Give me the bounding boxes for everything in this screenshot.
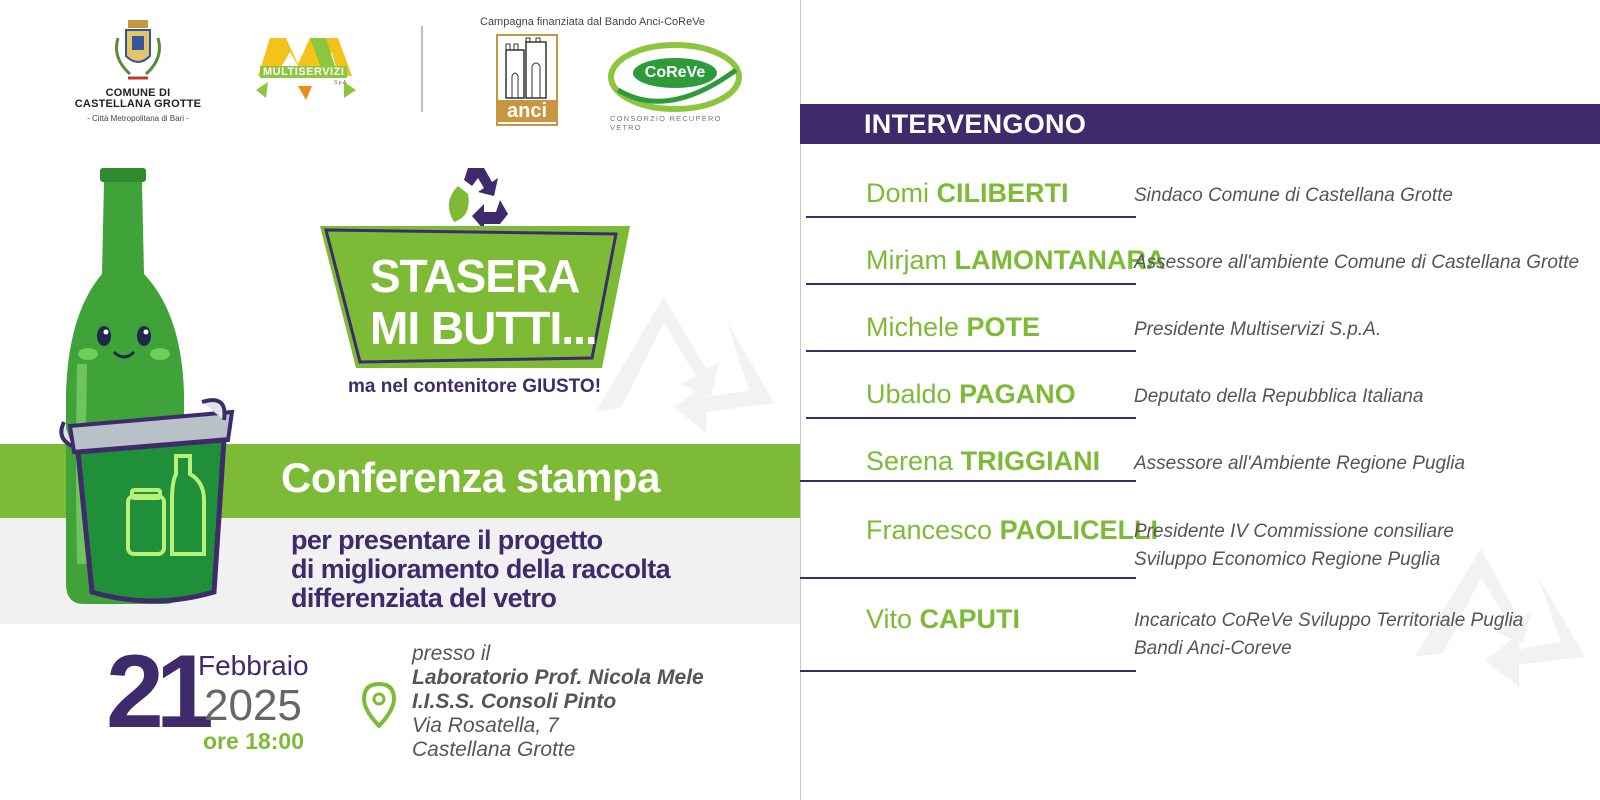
- speaker-first-name: Domi: [866, 178, 937, 208]
- speaker-role-line: Bandi Anci-Coreve: [1134, 638, 1292, 659]
- conference-subtitle: [291, 526, 751, 613]
- speaker-last-name: LAMONTANARA: [954, 245, 1166, 275]
- multiservizi-sub: S.p.A.: [334, 80, 348, 86]
- multiservizi-wordmark: MULTISERVIZI: [260, 66, 347, 78]
- speaker-last-name: CAPUTI: [919, 604, 1021, 634]
- multiservizi-logo: [252, 32, 364, 102]
- speaker-role-line: Presidente IV Commissione consiliare: [1134, 521, 1454, 542]
- speaker-last-name: TRIGGIANI: [960, 446, 1101, 476]
- speaker-name: [866, 603, 1020, 635]
- event-year: 2025: [204, 681, 302, 730]
- title-line1: STASERA: [370, 250, 580, 302]
- title-line2: MI BUTTI...: [370, 302, 597, 354]
- speaker-role: Sindaco Comune di Castellana Grotte: [1134, 185, 1453, 206]
- speaker-last-name: POTE: [966, 312, 1041, 342]
- venue-street: Via Rosatella, 7: [412, 714, 559, 737]
- conference-subtitle-line: differenziata del vetro: [291, 583, 557, 613]
- venue-block: [412, 642, 704, 762]
- speaker-divider: [800, 480, 1136, 482]
- recycle-icon: [438, 162, 514, 228]
- venue-name-2: I.I.S.S. Consoli Pinto: [412, 690, 617, 713]
- conference-subtitle-line: per presentare il progetto: [291, 525, 603, 555]
- coat-of-arms-icon: [110, 18, 166, 86]
- speaker-first-name: Vito: [866, 604, 920, 634]
- speaker-last-name: PAGANO: [959, 379, 1076, 409]
- speaker-last-name: PAOLICELLI: [999, 515, 1159, 545]
- speaker-name: [866, 445, 1100, 477]
- speaker-name: [866, 244, 1165, 276]
- speaker-role: [1134, 518, 1454, 574]
- speaker-divider: [800, 577, 1136, 579]
- speaker-divider: [806, 216, 1136, 218]
- coreve-logo: [608, 40, 742, 132]
- speaker-last-name: CILIBERTI: [936, 178, 1069, 208]
- speaker-first-name: Mirjam: [866, 245, 955, 275]
- speaker-name: [866, 514, 1158, 546]
- title-sign: [320, 226, 630, 368]
- speaker-name: [866, 311, 1040, 343]
- speaker-first-name: Michele: [866, 312, 967, 342]
- speaker-first-name: Ubaldo: [866, 379, 960, 409]
- anci-wordmark: anci: [498, 100, 556, 122]
- coreve-subtitle: CONSORZIO RECUPERO VETRO: [610, 114, 722, 132]
- tagline-emphasis: GIUSTO!: [522, 376, 602, 397]
- conference-subtitle-line: di miglioramento della raccolta: [291, 554, 671, 584]
- venue-intro: presso il: [412, 642, 491, 665]
- speaker-name: [866, 177, 1069, 209]
- funding-note: Campagna finanziata dal Bando Anci-CoReVe: [480, 16, 706, 28]
- comune-name-line1: COMUNE DI: [105, 87, 171, 99]
- anci-tower-icon: [498, 36, 556, 102]
- location-pin-icon: [362, 682, 396, 728]
- event-day: 21: [106, 634, 206, 750]
- comune-subtitle: - Città Metropolitana di Bari -: [87, 114, 189, 123]
- event-time: ore 18:00: [203, 728, 305, 754]
- venue-name-1: Laboratorio Prof. Nicola Mele: [412, 666, 704, 689]
- glass-bin-icon: [122, 452, 212, 562]
- speaker-role: Deputato della Repubblica Italiana: [1134, 386, 1424, 407]
- speaker-divider: [806, 417, 1136, 419]
- speaker-role-line: Incaricato CoReVe Sviluppo Territoriale Puglia: [1134, 610, 1524, 631]
- venue-city: Castellana Grotte: [412, 738, 576, 761]
- speakers-header: INTERVENGONO: [864, 109, 1087, 139]
- anci-logo: [496, 34, 558, 126]
- comune-logo: [68, 18, 208, 128]
- logo-divider: [421, 26, 423, 112]
- speaker-first-name: Francesco: [866, 515, 1000, 545]
- speaker-first-name: Serena: [866, 446, 961, 476]
- conference-title: Conferenza stampa: [281, 454, 660, 501]
- comune-name-line2: CASTELLANA GROTTE: [74, 98, 202, 110]
- tagline: [348, 376, 601, 398]
- speaker-role: Presidente Multiservizi S.p.A.: [1134, 319, 1382, 340]
- speaker-role: Assessore all'ambiente Comune di Castellana Grotte: [1134, 252, 1580, 273]
- coreve-wordmark: CoReVe: [633, 58, 717, 88]
- speaker-divider: [806, 283, 1136, 285]
- speaker-divider: [800, 670, 1136, 672]
- speaker-role: Assessore all'Ambiente Regione Puglia: [1134, 453, 1466, 474]
- tagline-prefix: ma nel contenitore: [348, 376, 523, 397]
- event-month: Febbraio: [198, 650, 309, 681]
- speaker-name: [866, 378, 1076, 410]
- speaker-role: [1134, 607, 1523, 663]
- title-text: [370, 250, 610, 354]
- speaker-divider: [806, 350, 1136, 352]
- speaker-role-line: Sviluppo Economico Regione Puglia: [1134, 549, 1441, 570]
